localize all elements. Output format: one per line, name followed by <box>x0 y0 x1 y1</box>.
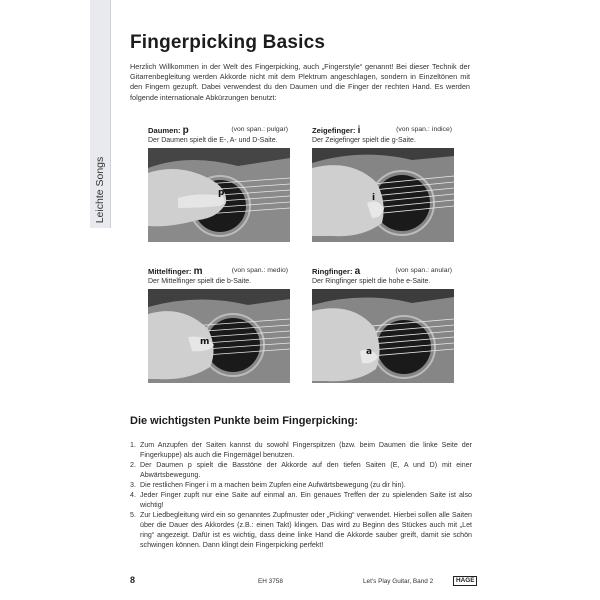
guitar-photo-illustration <box>148 289 290 383</box>
guitar-photo-illustration <box>312 148 454 242</box>
finger-abbreviation: i <box>357 125 361 136</box>
guitar-photo <box>148 289 290 383</box>
points-list <box>130 440 472 550</box>
section-tab <box>90 0 111 228</box>
figure-thumb <box>312 125 454 242</box>
finger-description: Der Daumen spielt die E-, A- und D-Saite. <box>148 137 278 144</box>
finger-label-on-photo: i <box>372 193 376 203</box>
figure-caption <box>312 266 454 277</box>
page-number: 8 <box>130 575 136 585</box>
guitar-photo <box>312 289 454 383</box>
finger-abbreviation: m <box>193 266 203 277</box>
figure-thumb <box>148 125 290 242</box>
finger-description: Der Zeigefinger spielt die g-Saite. <box>312 137 416 144</box>
guitar-photo <box>148 148 290 242</box>
catalog-code: EH 3758 <box>258 578 283 585</box>
figure-caption <box>148 266 290 277</box>
page-title: Fingerpicking Basics <box>130 32 326 53</box>
finger-abbreviation: p <box>182 125 189 136</box>
section-tab-label: Leichte Songs <box>94 156 106 224</box>
list-item: 5. Zur Liedbegleitung wird ein so genanntes Zupfmuster oder „Picking“ verwendet. Hierbei sollen alle Saiten über die Dauer des Akkordes (z.B.: einen Takt) klingen. Das wird zu Beginn des Stückes auch mit „Let ring“ angezeigt. Dafür ist es wichtig, dass deine linke Hand die Akkorde sauber greift, damit sie schön schwingen können. Dann klingt dein Fingerpicking perfekt! <box>130 511 472 549</box>
guitar-photo-illustration <box>312 289 454 383</box>
finger-origin: (von span.: pulgar) <box>231 126 288 133</box>
list-item: 3. Die restlichen Finger i m a machen beim Zupfen eine Aufwärtsbewegung (zu dir hin). <box>130 481 406 489</box>
finger-name: Ringfinger: <box>312 267 353 276</box>
finger-origin: (von span.: medio) <box>231 267 288 274</box>
intro-paragraph: Herzlich Willkommen in der Welt des Fingerpicking, auch „Fingerstyle“ genannt! Bei dieser Technik der Gitarrenbegleitung werden Akkorde nicht mit dem Plektrum angeschlagen, sondern in Einzeltönen mit den Fingern gezupft. Dabei verwendest du den Daumen und die Finger der rechten Hand. Es werden folgende internationale Abkürzungen benutzt: <box>130 62 470 102</box>
figure-thumb <box>312 266 454 383</box>
list-item: 1. Zum Anzupfen der Saiten kannst du sowohl Fingerspitzen (bzw. beim Daumen die linke Seite der Fingerkuppe) als auch die Fingernägel benutzen. <box>130 441 472 459</box>
finger-label-on-photo: m <box>200 337 210 347</box>
section-heading: Die wichtigsten Punkte beim Fingerpicking: <box>130 415 358 427</box>
finger-name: Zeigefinger: <box>312 126 356 135</box>
publisher-logo: HAGE <box>453 576 477 586</box>
list-item: 4. Jeder Finger zupft nur eine Saite auf einmal an. Ein genaues Treffen der zu spielenden Saite ist also wichtig! <box>130 491 472 509</box>
list-item: 2. Der Daumen p spielt die Basstöne der Akkorde auf den tiefen Saiten (E, A und D) mit einer Abwärtsbewegung. <box>130 461 472 479</box>
finger-abbreviation: a <box>354 266 361 277</box>
finger-label-on-photo: p <box>218 188 225 198</box>
series-title: Let's Play Guitar, Band 2 <box>363 578 434 585</box>
finger-origin: (von span.: anular) <box>395 267 452 274</box>
finger-description: Der Mittelfinger spielt die b-Saite. <box>148 278 252 285</box>
guitar-photo <box>312 148 454 242</box>
finger-name: Daumen: <box>148 126 181 135</box>
finger-label-on-photo: a <box>366 347 373 357</box>
figure-caption <box>312 125 454 136</box>
figure-caption <box>148 125 290 136</box>
figure-thumb <box>148 266 290 383</box>
finger-origin: (von span.: índice) <box>396 126 452 133</box>
finger-name: Mittelfinger: <box>148 267 192 276</box>
finger-description: Der Ringfinger spielt die hohe e-Saite. <box>312 278 431 285</box>
